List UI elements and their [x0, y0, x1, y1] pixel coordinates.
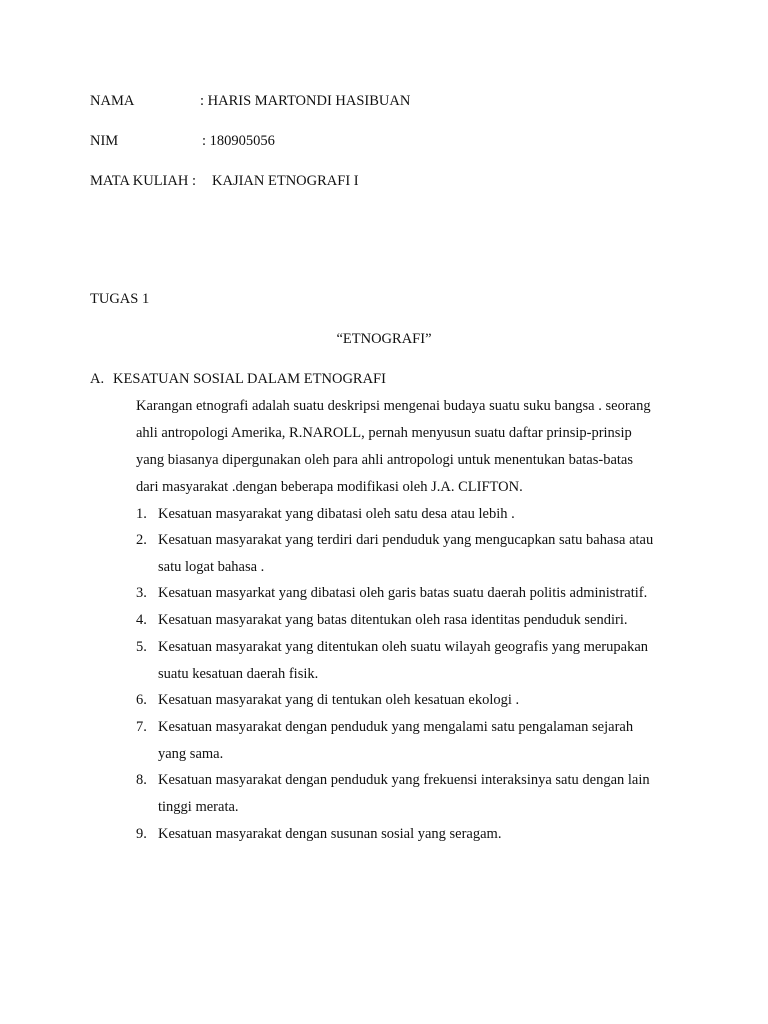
list-item-text: Kesatuan masyarakat dengan penduduk yang frekuensi interaksinya satu dengan lain	[158, 772, 650, 788]
list-item-text: tinggi merata.	[158, 799, 239, 815]
paragraph-line: yang biasanya dipergunakan oleh para ahli antropologi untuk menentukan batas-batas	[136, 452, 634, 468]
assignment-label: TUGAS 1	[90, 291, 150, 307]
list-item-number: 2.	[136, 532, 147, 548]
document-title: “ETNOGRAFI”	[336, 331, 432, 347]
paragraph-line: dari masyarakat .dengan beberapa modifikasi oleh J.A. CLIFTON.	[136, 479, 523, 495]
list-item-text: satu logat bahasa .	[158, 559, 265, 575]
paragraph-line: Karangan etnografi adalah suatu deskripsi mengenai budaya suatu suku bangsa . seorang	[136, 398, 651, 414]
paragraph-line: ahli antropologi Amerika, R.NAROLL, pernah menyusun suatu daftar prinsip-prinsip	[136, 425, 632, 441]
list-item-text: Kesatuan masyarakat yang ditentukan oleh suatu wilayah geografis yang merupakan	[158, 639, 649, 655]
list-item-text: Kesatuan masyarakat yang di tentukan oleh kesatuan ekologi .	[158, 692, 520, 708]
mata-kuliah-value: KAJIAN ETNOGRAFI I	[212, 173, 359, 189]
list-item-text: Kesatuan masyarakat yang dibatasi oleh satu desa atau lebih .	[158, 506, 515, 522]
list-item-number: 7.	[136, 719, 147, 735]
nim-label: NIM	[90, 133, 119, 149]
nama-label: NAMA	[90, 93, 135, 109]
list-item-text: Kesatuan masyarakat yang terdiri dari penduduk yang mengucapkan satu bahasa atau	[158, 532, 654, 548]
nim-value: : 180905056	[202, 133, 275, 149]
list-item-number: 9.	[136, 826, 147, 842]
nama-value: : HARIS MARTONDI HASIBUAN	[200, 93, 411, 109]
list-item-text: Kesatuan masyarkat yang dibatasi oleh garis batas suatu daerah politis administratif.	[158, 585, 648, 601]
list-item-text: Kesatuan masyarakat yang batas ditentukan oleh rasa identitas penduduk sendiri.	[158, 612, 628, 628]
list-item-text: Kesatuan masyarakat dengan penduduk yang mengalami satu pengalaman sejarah	[158, 719, 634, 735]
mata-kuliah-label: MATA KULIAH :	[90, 173, 196, 189]
list-item-number: 3.	[136, 585, 147, 601]
list-item-number: 6.	[136, 692, 147, 708]
list-item-text: yang sama.	[158, 746, 224, 762]
list-item-number: 8.	[136, 772, 147, 788]
section-marker: A.	[90, 371, 105, 387]
list-item-number: 4.	[136, 612, 147, 628]
list-item-text: suatu kesatuan daerah fisik.	[158, 666, 319, 682]
list-item-number: 1.	[136, 506, 147, 522]
list-item-number: 5.	[136, 639, 147, 655]
section-heading: KESATUAN SOSIAL DALAM ETNOGRAFI	[113, 371, 386, 387]
list-item-text: Kesatuan masyarakat dengan susunan sosial yang seragam.	[158, 826, 502, 842]
